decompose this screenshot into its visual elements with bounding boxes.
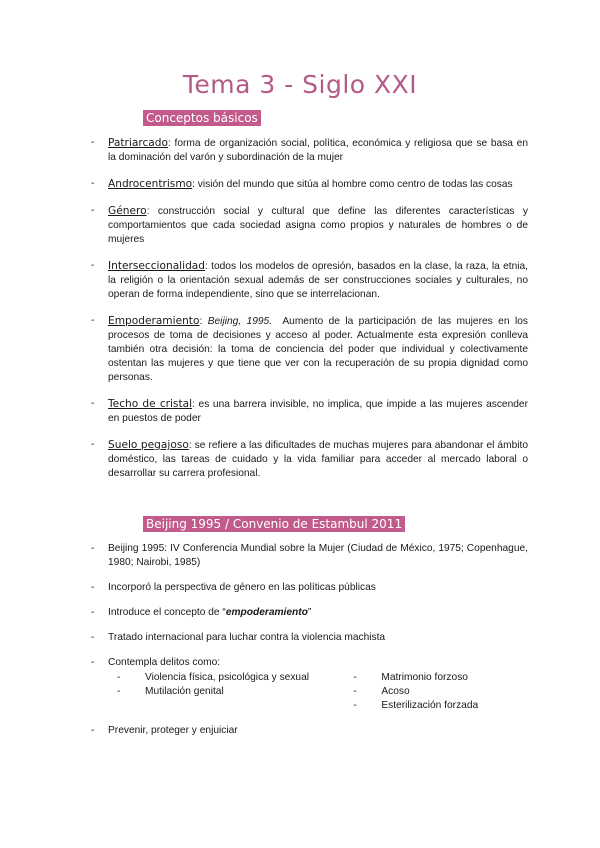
bullet-dash: - bbox=[117, 686, 121, 697]
crimes-columns bbox=[108, 671, 528, 713]
bullet-dash: - bbox=[91, 398, 95, 409]
definition: : se refiere a las dificultades de muchas mujeres para abandonar el ámbito doméstico, las tareas de cuidado y la vida familiar para acceder al mercado laboral o desarrollar su carrera profesional. bbox=[108, 440, 528, 479]
section-heading-conceptos: Conceptos básicos bbox=[143, 110, 261, 126]
list-item: - Empoderamiento: Beijing, 1995. Aumento de la participación de las mujeres en los procesos de toma de decisiones y acceso al poder. Actualmente esta expresión conlleva también otra decisión: la toma de conciencia del poder que individual y colectivamente ostentan las mujeres y que tiene que ver con la recuperación de su propia dignidad como personas. bbox=[91, 315, 528, 383]
definition: : todos los modelos de opresión, basados en la clase, la raza, la etnia, la religión o la orientación sexual además de ser construcciones sociales y culturales, no operan de forma independiente, sino que se interrelacionan. bbox=[108, 261, 528, 300]
bullet-dash: - bbox=[91, 582, 95, 593]
bullet-dash: - bbox=[91, 725, 95, 736]
crimes-left-column bbox=[108, 671, 329, 713]
term: Género bbox=[108, 205, 147, 217]
list-item bbox=[0, 204, 600, 247]
list-item bbox=[0, 438, 600, 481]
bullet-dash: - bbox=[91, 439, 95, 450]
sub-item-text: Mutilación genital bbox=[145, 686, 224, 697]
item-text: Prevenir, proteger y enjuiciar bbox=[108, 725, 238, 736]
item-text: Beijing 1995: IV Conferencia Mundial sobre la Mujer (Ciudad de México, 1975; Copenhague, 1980; Nairobi, 1985) bbox=[108, 543, 528, 568]
concepts-list bbox=[0, 136, 600, 493]
item-text: Introduce el concepto de “ bbox=[108, 607, 226, 618]
beijing-list bbox=[0, 542, 600, 749]
list-item bbox=[0, 631, 600, 645]
sub-item-text: Acoso bbox=[381, 686, 410, 697]
list-item bbox=[0, 259, 600, 302]
item-text: Contempla delitos como: bbox=[108, 657, 221, 668]
sub-item bbox=[117, 685, 329, 699]
sub-item-text: Violencia física, psicológica y sexual bbox=[145, 672, 310, 683]
bullet-dash: - bbox=[91, 632, 95, 643]
list-item bbox=[0, 136, 600, 165]
bullet-dash: - bbox=[91, 260, 95, 271]
page-title: Tema 3 - Siglo XXI bbox=[182, 70, 418, 99]
bullet-dash: - bbox=[91, 137, 95, 148]
bullet-dash: - bbox=[117, 672, 121, 683]
source-citation: Beijing, 1995. bbox=[207, 316, 273, 327]
list-item bbox=[0, 606, 600, 620]
bullet-dash: - bbox=[353, 700, 357, 711]
bullet-dash: - bbox=[353, 672, 357, 683]
term: Interseccionalidad bbox=[108, 260, 206, 272]
definition: Aumento de la participación de las mujeres en los procesos de toma de decisiones y acceso al poder. Actualmente esta expresión conlleva también otra decisión: la toma de conciencia del poder que individual y colectivamente ostentan las mujeres y que tiene que ver con la recuperación de su propia dignidad como personas. bbox=[108, 316, 528, 383]
sub-item bbox=[117, 671, 329, 685]
list-item bbox=[0, 656, 600, 713]
bullet-dash: - bbox=[353, 686, 357, 697]
bullet-dash: - bbox=[91, 543, 95, 554]
bullet-dash: - bbox=[91, 657, 95, 668]
item-text: ” bbox=[307, 607, 312, 618]
sub-item-text: Matrimonio forzoso bbox=[381, 672, 468, 683]
definition: : visión del mundo que sitúa al hombre como centro de todas las cosas bbox=[192, 179, 513, 190]
term: Androcentrismo bbox=[108, 178, 193, 190]
definition: : es una barrera invisible, no implica, que impide a las mujeres ascender en puestos de poder bbox=[108, 399, 528, 424]
list-item bbox=[0, 177, 600, 192]
definition: : construcción social y cultural que define las diferentes características y comportamientos que cada sociedad asigna como propios y naturales de hombres o de mujeres bbox=[108, 206, 528, 245]
list-item bbox=[0, 542, 600, 570]
term: Techo de cristal bbox=[108, 398, 193, 410]
sub-item bbox=[353, 699, 528, 713]
sub-item-text: Esterilización forzada bbox=[381, 700, 479, 711]
list-item bbox=[0, 581, 600, 595]
crimes-right-column bbox=[329, 671, 528, 713]
sub-item bbox=[353, 685, 528, 699]
section-heading-beijing: Beijing 1995 / Convenio de Estambul 2011 bbox=[143, 516, 405, 532]
definition: : forma de organización social, política, económica y religiosa que se basa en la dominación del varón y subordinación de la mujer bbox=[108, 138, 528, 163]
bullet-dash: - bbox=[91, 205, 95, 216]
emphasized-term: empoderamiento bbox=[225, 607, 308, 618]
bullet-dash: - bbox=[91, 607, 95, 618]
bullet-dash: - bbox=[91, 178, 95, 189]
term: Empoderamiento bbox=[108, 315, 200, 327]
term: Suelo pegajoso bbox=[108, 439, 189, 451]
item-text: Tratado internacional para luchar contra la violencia machista bbox=[108, 632, 386, 643]
list-item bbox=[0, 397, 600, 426]
list-item bbox=[0, 724, 600, 738]
term: Patriarcado bbox=[108, 137, 168, 149]
bullet-dash: - bbox=[91, 315, 95, 326]
sub-item bbox=[353, 671, 528, 685]
item-text: Incorporó la perspectiva de género en las políticas públicas bbox=[108, 582, 376, 593]
